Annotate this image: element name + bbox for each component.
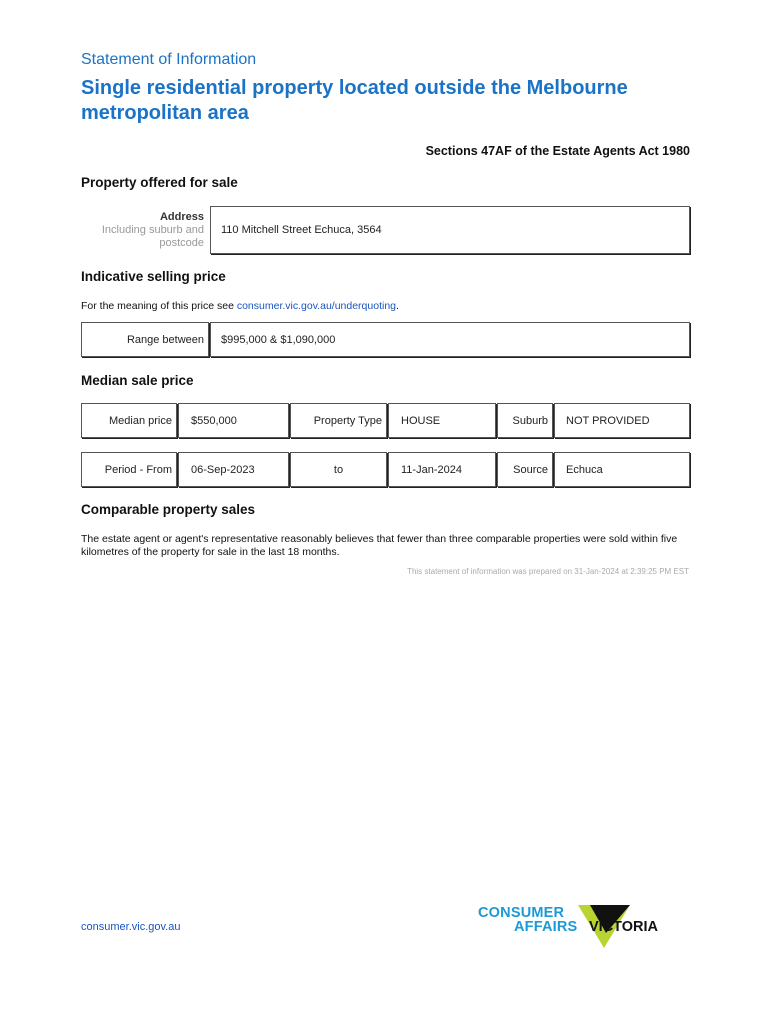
footer-website-link[interactable]: consumer.vic.gov.au — [81, 921, 181, 933]
address-hint-line2: postcode — [159, 237, 204, 249]
property-type-label-box — [290, 403, 387, 438]
logo-line1: CONSUMER — [478, 905, 565, 921]
median-heading: Median sale price — [81, 373, 194, 388]
document-type: Statement of Information — [81, 51, 257, 68]
act-reference: Sections 47AF of the Estate Agents Act 1980 — [425, 144, 690, 158]
address-field — [210, 206, 690, 254]
property-type-value: HOUSE — [401, 414, 441, 427]
period-to-box — [388, 452, 496, 487]
period-from-value: 06-Sep-2023 — [191, 463, 255, 476]
period-from-box — [178, 452, 289, 487]
median-label-box — [81, 403, 177, 438]
cav-logo-graphic — [478, 900, 678, 956]
to-label-box — [290, 452, 387, 487]
address-label-block — [81, 211, 208, 250]
underquoting-link[interactable]: consumer.vic.gov.au/underquoting — [236, 300, 396, 312]
property-type-value-box — [388, 403, 496, 438]
price-meaning-note — [81, 300, 399, 312]
median-value: $550,000 — [191, 414, 237, 427]
suburb-label-box — [497, 403, 553, 438]
median-label: Median price — [109, 414, 172, 427]
property-heading: Property offered for sale — [81, 175, 238, 190]
range-value-box — [210, 322, 690, 357]
page-title: Single residential property located outside the Melbourne metropolitan area — [81, 77, 628, 124]
address-value: 110 Mitchell Street Echuca, 3564 — [221, 224, 382, 236]
address-hint-line1: Including suburb and — [101, 224, 204, 236]
range-label-box — [81, 322, 209, 357]
to-label: to — [333, 463, 344, 476]
meaning-prefix: For the meaning of this price see — [81, 300, 237, 312]
property-type-label: Property Type — [313, 414, 382, 427]
period-to-value: 11-Jan-2024 — [401, 463, 462, 476]
address-label: Address — [159, 211, 204, 223]
source-label-box — [497, 452, 553, 487]
logo-line3: VICTORIA — [589, 919, 659, 935]
comparable-heading: Comparable property sales — [81, 502, 256, 517]
period-label-box — [81, 452, 177, 487]
source-value: Echuca — [566, 463, 603, 476]
comparable-text: The estate agent or agent's representative reasonably believes that fewer than three comparable properties were sold within five kilometres of the property for sale in the last 18 months. — [81, 533, 678, 558]
suburb-value-box — [554, 403, 690, 438]
indicative-heading: Indicative selling price — [81, 269, 226, 284]
range-value: $995,000 & $1,090,000 — [221, 333, 336, 346]
median-value-box — [178, 403, 289, 438]
source-value-box — [554, 452, 690, 487]
prepared-timestamp: This statement of information was prepared on 31-Jan-2024 at 2:39:25 PM EST — [407, 567, 689, 576]
consumer-affairs-victoria-logo — [478, 900, 678, 956]
meaning-suffix: . — [396, 300, 399, 312]
suburb-value: NOT PROVIDED — [566, 414, 650, 427]
logo-line2: AFFAIRS — [514, 919, 578, 935]
period-label: Period - From — [104, 463, 172, 476]
suburb-label: Suburb — [512, 414, 548, 427]
source-label: Source — [513, 463, 548, 476]
range-label: Range between — [126, 333, 204, 346]
